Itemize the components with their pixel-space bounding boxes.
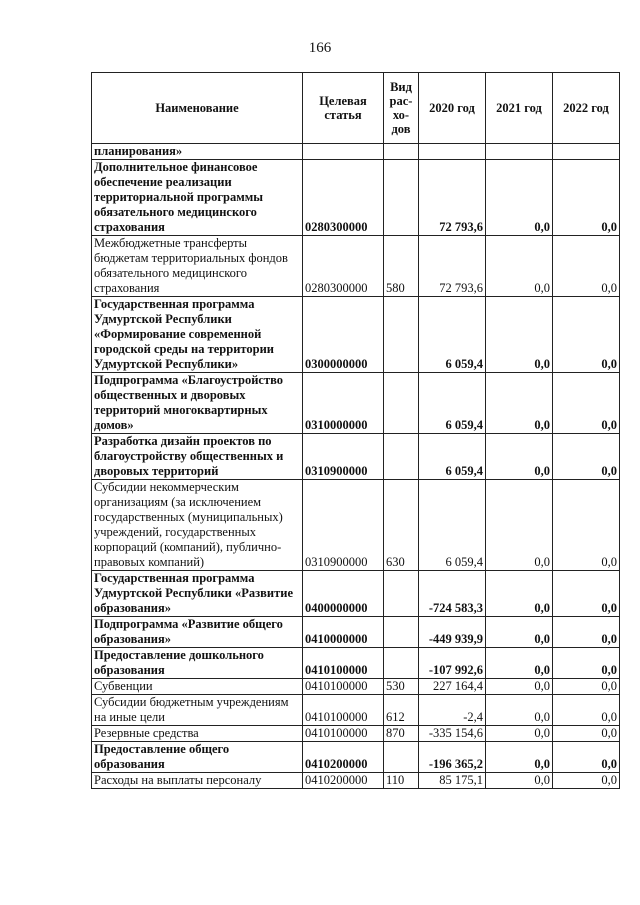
row-code-cell	[303, 144, 384, 160]
table-row	[92, 726, 620, 742]
row-2021-cell: 0,0	[486, 236, 553, 297]
row-name-cell: Субвенции	[92, 679, 303, 695]
row-2022-cell: 0,0	[553, 571, 620, 617]
row-code-cell: 0410000000	[303, 617, 384, 648]
row-2021-cell: 0,0	[486, 679, 553, 695]
header-2021: 2021 год	[486, 73, 553, 144]
row-code-cell: 0300000000	[303, 297, 384, 373]
table-row	[92, 297, 620, 373]
row-type-cell	[384, 144, 419, 160]
budget-table	[91, 72, 620, 789]
row-2021-cell	[486, 144, 553, 160]
row-code-cell: 0410100000	[303, 648, 384, 679]
table-header-row	[92, 73, 620, 144]
row-2021-cell: 0,0	[486, 297, 553, 373]
row-2022-cell: 0,0	[553, 742, 620, 773]
row-code-cell: 0310900000	[303, 434, 384, 480]
header-2020: 2020 год	[419, 73, 486, 144]
row-2020-cell: 6 059,4	[419, 297, 486, 373]
row-name-cell: Субсидии бюджетным учреждениям на иные цели	[92, 695, 303, 726]
row-code-cell: 0280300000	[303, 160, 384, 236]
row-name-cell: Государственная программа Удмуртской Республики «Развитие образования»	[92, 571, 303, 617]
row-type-cell	[384, 297, 419, 373]
row-type-cell	[384, 373, 419, 434]
row-2020-cell: 72 793,6	[419, 160, 486, 236]
row-type-cell: 580	[384, 236, 419, 297]
row-name-cell: Межбюджетные трансферты бюджетам территориальных фондов обязательного медицинского страхования	[92, 236, 303, 297]
row-2022-cell: 0,0	[553, 679, 620, 695]
row-2021-cell: 0,0	[486, 373, 553, 434]
row-code-cell: 0310000000	[303, 373, 384, 434]
row-2022-cell: 0,0	[553, 297, 620, 373]
row-2021-cell: 0,0	[486, 617, 553, 648]
table-row	[92, 373, 620, 434]
header-2022: 2022 год	[553, 73, 620, 144]
row-2021-cell: 0,0	[486, 773, 553, 789]
row-2021-cell: 0,0	[486, 648, 553, 679]
row-2020-cell: -2,4	[419, 695, 486, 726]
row-name-cell: Резервные средства	[92, 726, 303, 742]
row-name-cell: Подпрограмма «Развитие общего образования»	[92, 617, 303, 648]
row-2022-cell: 0,0	[553, 236, 620, 297]
row-2022-cell: 0,0	[553, 160, 620, 236]
row-name-cell: Предоставление дошкольного образования	[92, 648, 303, 679]
row-2020-cell: 72 793,6	[419, 236, 486, 297]
row-2020-cell: -196 365,2	[419, 742, 486, 773]
row-code-cell: 0410200000	[303, 773, 384, 789]
row-code-cell: 0400000000	[303, 571, 384, 617]
row-2022-cell: 0,0	[553, 648, 620, 679]
row-2020-cell: 85 175,1	[419, 773, 486, 789]
row-type-cell	[384, 617, 419, 648]
row-2021-cell: 0,0	[486, 160, 553, 236]
row-2020-cell: -107 992,6	[419, 648, 486, 679]
table-row	[92, 434, 620, 480]
row-type-cell: 870	[384, 726, 419, 742]
row-2022-cell	[553, 144, 620, 160]
row-type-cell	[384, 571, 419, 617]
row-type-cell: 630	[384, 480, 419, 571]
row-2020-cell: 6 059,4	[419, 373, 486, 434]
row-2022-cell: 0,0	[553, 726, 620, 742]
header-type: Вид рас-хо-дов	[384, 73, 419, 144]
row-code-cell: 0410100000	[303, 726, 384, 742]
row-name-cell: Разработка дизайн проектов по благоустройству общественных и дворовых территорий	[92, 434, 303, 480]
table-row	[92, 571, 620, 617]
table-row	[92, 648, 620, 679]
row-2021-cell: 0,0	[486, 726, 553, 742]
row-type-cell	[384, 648, 419, 679]
row-code-cell: 0280300000	[303, 236, 384, 297]
row-2020-cell: -449 939,9	[419, 617, 486, 648]
row-2021-cell: 0,0	[486, 695, 553, 726]
row-name-cell: Подпрограмма «Благоустройство общественных и дворовых территорий многоквартирных домов»	[92, 373, 303, 434]
row-name-cell: Государственная программа Удмуртской Республики «Формирование современной городской среды на территории Удмуртской Республики»	[92, 297, 303, 373]
row-2021-cell: 0,0	[486, 571, 553, 617]
row-2020-cell: 6 059,4	[419, 480, 486, 571]
header-name: Наименование	[92, 73, 303, 144]
row-2020-cell	[419, 144, 486, 160]
page-number: 166	[308, 40, 332, 56]
table-row	[92, 695, 620, 726]
row-2021-cell: 0,0	[486, 742, 553, 773]
table-body	[92, 144, 620, 789]
row-name-cell: Дополнительное финансовое обеспечение реализации территориальной программы обязательного медицинского страхования	[92, 160, 303, 236]
row-2021-cell: 0,0	[486, 434, 553, 480]
row-2020-cell: 227 164,4	[419, 679, 486, 695]
row-name-cell: Расходы на выплаты персоналу	[92, 773, 303, 789]
row-2020-cell: -724 583,3	[419, 571, 486, 617]
row-2022-cell: 0,0	[553, 773, 620, 789]
row-code-cell: 0410100000	[303, 679, 384, 695]
table-row	[92, 617, 620, 648]
table-row	[92, 679, 620, 695]
row-code-cell: 0410200000	[303, 742, 384, 773]
row-2021-cell: 0,0	[486, 480, 553, 571]
row-2022-cell: 0,0	[553, 373, 620, 434]
row-2022-cell: 0,0	[553, 434, 620, 480]
header-code: Целевая статья	[303, 73, 384, 144]
row-2022-cell: 0,0	[553, 480, 620, 571]
row-type-cell: 110	[384, 773, 419, 789]
table-row	[92, 144, 620, 160]
table-row	[92, 236, 620, 297]
row-name-cell: Предоставление общего образования	[92, 742, 303, 773]
row-name-cell: планирования»	[92, 144, 303, 160]
row-type-cell	[384, 742, 419, 773]
row-type-cell	[384, 434, 419, 480]
row-code-cell: 0310900000	[303, 480, 384, 571]
row-2020-cell: -335 154,6	[419, 726, 486, 742]
table-row	[92, 742, 620, 773]
row-type-cell: 530	[384, 679, 419, 695]
table-row	[92, 480, 620, 571]
row-2022-cell: 0,0	[553, 617, 620, 648]
row-type-cell: 612	[384, 695, 419, 726]
table-row	[92, 160, 620, 236]
row-2022-cell: 0,0	[553, 695, 620, 726]
table-row	[92, 773, 620, 789]
row-code-cell: 0410100000	[303, 695, 384, 726]
row-name-cell: Субсидии некоммерческим организациям (за исключением государственных (муниципальных) учреждений, государственных корпораций (компаний), публично-правовых компаний)	[92, 480, 303, 571]
row-type-cell	[384, 160, 419, 236]
row-2020-cell: 6 059,4	[419, 434, 486, 480]
